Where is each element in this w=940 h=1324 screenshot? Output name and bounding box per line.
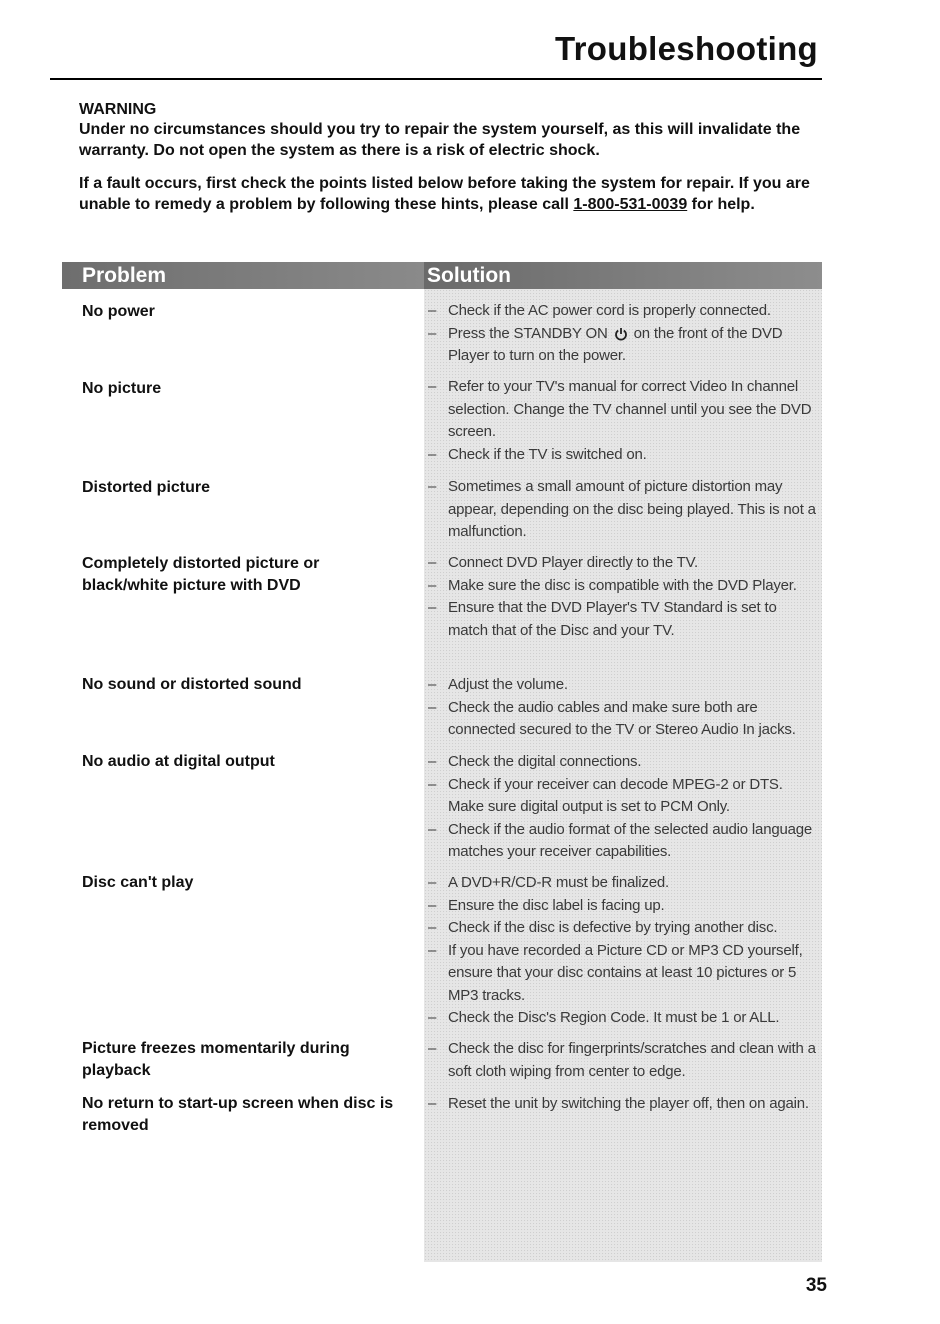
problem-picture-freezes: Picture freezes momentarily during playback: [82, 1040, 350, 1079]
warning-text: Under no circumstances should you try to repair the system yourself, as this will invalidate the warranty. Do not open the system as there is a risk of electric shock.: [79, 121, 801, 159]
solution-item: – Check if the AC power cord is properly connected.: [428, 300, 820, 323]
problem-no-picture: No picture: [82, 380, 162, 397]
solution-item: – A DVD+R/CD-R must be finalized.: [428, 872, 820, 895]
solution-no-digital-audio: [428, 751, 820, 864]
problem-no-sound: No sound or distorted sound: [82, 676, 302, 693]
solution-item: – If you have recorded a Picture CD or MP3 CD yourself, ensure that your disc contains at least 10 pictures or 5 MP3 tracks.: [428, 940, 820, 1008]
problem-distorted-picture: Distorted picture: [82, 479, 211, 496]
solution-item: – Check if the TV is switched on.: [428, 444, 820, 467]
solution-item: – Check the audio cables and make sure both are connected secured to the TV or Stereo Audio In jacks.: [428, 697, 820, 742]
intro-after: for help.: [687, 196, 755, 213]
problem-completely-distorted: Completely distorted picture or black/white picture with DVD: [82, 555, 320, 594]
page-number: 35: [805, 1275, 827, 1296]
intro-before: If a fault occurs, first check the points listed below before taking the system for repair. If you are unable to remedy a problem by following these hints, please call: [79, 175, 810, 213]
solution-no-picture: [428, 376, 820, 466]
problem-header: [62, 262, 424, 289]
problem-no-return-startup: No return to start-up screen when disc is removed: [82, 1095, 394, 1134]
solution-item: – Ensure the disc label is facing up.: [428, 895, 820, 918]
standby-text-before: Press the STANDBY ON: [448, 324, 612, 342]
help-phone-number: 1-800-531-0039: [573, 196, 688, 213]
solution-item: – Sometimes a small amount of picture distortion may appear, depending on the disc being played. This is not a malfunction.: [428, 476, 820, 544]
solution-picture-freezes: [428, 1038, 820, 1083]
solution-item: – Check if the disc is defective by trying another disc.: [428, 917, 820, 940]
warning-title: WARNING: [79, 101, 157, 118]
solution-item: – Make sure the disc is compatible with the DVD Player.: [428, 575, 820, 598]
solution-header-label: Solution: [427, 264, 511, 287]
solution-no-return-startup: [428, 1093, 820, 1116]
solution-disc-cant-play: [428, 872, 820, 1030]
solution-item: – Check the Disc's Region Code. It must be 1 or ALL.: [428, 1007, 820, 1030]
title-rule: [50, 78, 822, 80]
power-icon: [614, 327, 628, 341]
page-title: Troubleshooting: [555, 30, 818, 67]
problem-no-digital-audio: No audio at digital output: [82, 753, 275, 770]
problem-no-power: No power: [82, 303, 155, 320]
solution-item-standby: [428, 323, 820, 368]
problem-header-label: Problem: [82, 264, 167, 287]
solution-item: – Ensure that the DVD Player's TV Standard is set to match that of the Disc and your TV.: [428, 597, 820, 642]
solution-header: [424, 262, 822, 289]
solution-item: – Refer to your TV's manual for correct Video In channel selection. Change the TV channel until you see the DVD screen.: [428, 376, 820, 444]
solution-distorted-picture: [428, 476, 820, 544]
solution-item: – Adjust the volume.: [428, 674, 820, 697]
solution-item: – Check the digital connections.: [428, 751, 820, 774]
solution-item: – Check if your receiver can decode MPEG-2 or DTS. Make sure digital output is set to PCM Only.: [428, 774, 820, 819]
solution-completely-distorted: [428, 552, 820, 642]
solution-item: – Connect DVD Player directly to the TV.: [428, 552, 820, 575]
standby-text-after: on the front of the DVD Player to turn on the power.: [448, 324, 783, 364]
solution-no-power: [428, 300, 820, 368]
solution-item: – Check the disc for fingerprints/scratches and clean with a soft cloth wiping from center to edge.: [428, 1038, 820, 1083]
solution-no-sound: [428, 674, 820, 742]
problem-disc-cant-play: Disc can't play: [82, 874, 194, 891]
solution-item: – Check if the audio format of the selected audio language matches your receiver capabilities.: [428, 819, 820, 864]
solution-item: – Reset the unit by switching the player off, then on again.: [428, 1093, 820, 1116]
intro-text: [79, 173, 819, 215]
